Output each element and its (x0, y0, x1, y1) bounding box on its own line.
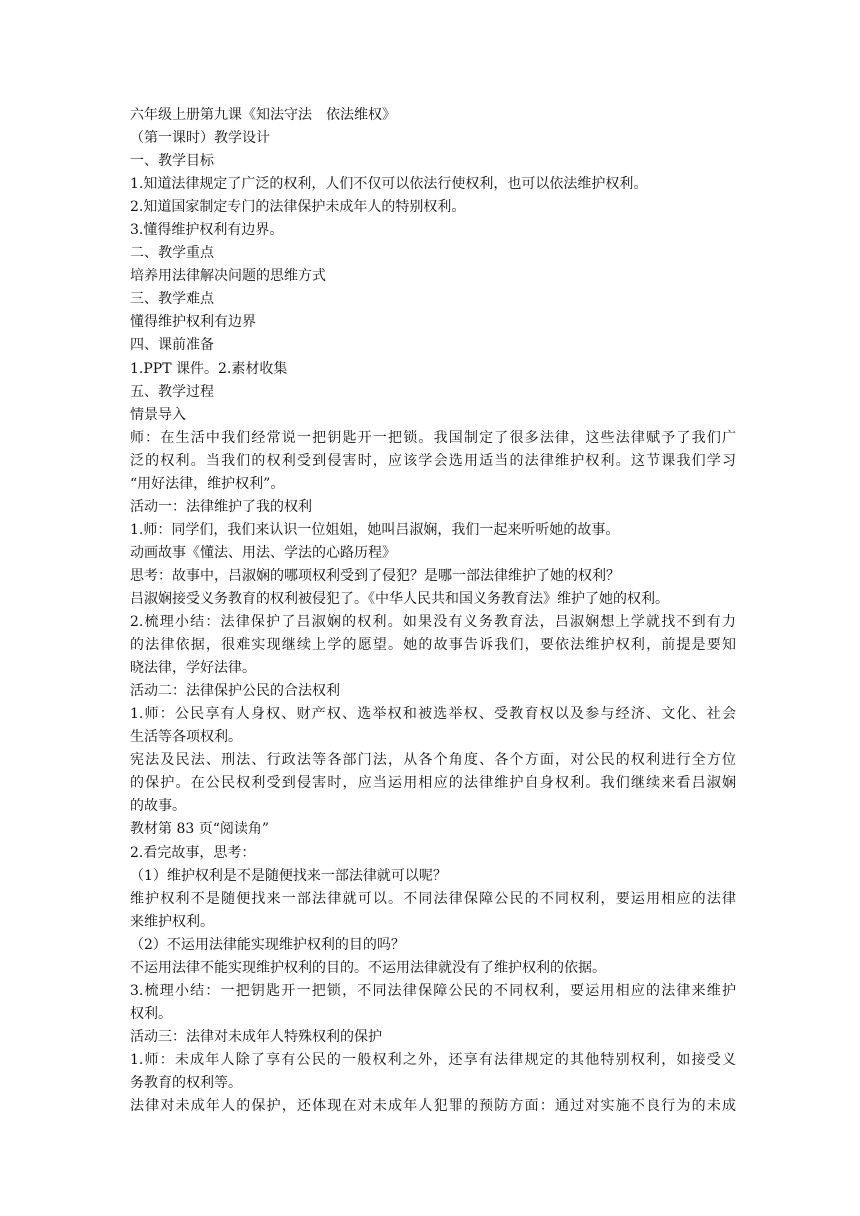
paragraph-line: 吕淑娴接受义务教育的权利被侵犯了。《中华人民共和国义务教育法》维护了她的权利。 (130, 590, 669, 607)
text-line: 懂得维护权利有边界 (130, 314, 256, 331)
paragraph-line: 的故事。 (130, 798, 186, 815)
paragraph-line: 法律对未成年人的保护，还体现在对未成年人犯罪的预防方面：通过对实施不良行为的未成 (130, 1098, 736, 1115)
activity-heading: 活动二：法律保护公民的合法权利 (130, 683, 340, 700)
section-heading: 二、教学重点 (130, 245, 214, 262)
paragraph-line: 师：在生活中我们经常说一把钥匙开一把锁。我国制定了很多法律，这些法律赋予了我们广 (130, 429, 736, 446)
text-line: 培养用法律解决问题的思维方式 (130, 268, 326, 285)
doc-subtitle: （第一课时）教学设计 (130, 130, 270, 147)
paragraph-line: 维护权利不是随便找来一部法律就可以。不同法律保障公民的不同权利，要运用相应的法律 (130, 890, 736, 907)
paragraph-line: 动画故事《懂法、用法、学法的心路历程》 (130, 544, 396, 561)
activity-heading: 活动一：法律维护了我的权利 (130, 498, 312, 515)
question-line: （1）维护权利是不是随便找来一部法律就可以呢？ (130, 867, 447, 884)
paragraph-line: 泛的权利。当我们的权利受到侵害时，应该学会选用适当的法律维护权利。这节课我们学习 (130, 452, 736, 469)
doc-title: 六年级上册第九课《知法守法 依法维权》 (130, 107, 396, 123)
paragraph-line: 教材第 83 页“阅读角” (130, 821, 270, 838)
paragraph-line: 1.师：同学们，我们来认识一位姐姐，她叫吕淑娴，我们一起来听听她的故事。 (130, 521, 620, 538)
paragraph-line: 思考：故事中，吕淑娴的哪项权利受到了侵犯？是哪一部法律维护了她的权利？ (130, 567, 620, 584)
document-body (130, 104, 736, 1118)
paragraph-line: 来维护权利。 (130, 913, 214, 930)
objective-line: 2.知道国家制定专门的法律保护未成年人的特别权利。 (130, 199, 466, 216)
paragraph-line: 不运用法律不能实现维护权利的目的。不运用法律就没有了维护权利的依据。 (130, 959, 606, 976)
paragraph-line: 晓法律，学好法律。 (130, 660, 256, 677)
paragraph-line: 1.师：公民享有人身权、财产权、选举权和被选举权、受教育权以及参与经济、文化、社会 (130, 706, 736, 723)
activity-heading: 活动三：法律对未成年人特殊权利的保护 (130, 1028, 382, 1045)
objective-line: 1.知道法律规定了广泛的权利，人们不仅可以依法行使权利，也可以依法维护权利。 (130, 176, 648, 193)
paragraph-line: 2.看完故事，思考： (130, 844, 256, 861)
paragraph-line: 生活等各项权利。 (130, 729, 242, 746)
objective-line: 3.懂得维护权利有边界。 (130, 222, 284, 239)
section-heading: 五、教学过程 (130, 383, 214, 400)
paragraph-line: 的法律依据，很难实现继续上学的愿望。她的故事告诉我们，要依法维护权利，前提是要知 (130, 637, 736, 654)
section-heading: 四、课前准备 (130, 337, 214, 354)
paragraph-line: 务教育的权利等。 (130, 1074, 242, 1091)
subsection-heading: 情景导入 (130, 406, 186, 423)
paragraph-line: “用好法律，维护权利”。 (130, 475, 285, 492)
paragraph-line: 1.师：未成年人除了享有公民的一般权利之外，还享有法律规定的其他特别权利，如接受义 (130, 1051, 736, 1068)
paragraph-line: 权利。 (130, 1005, 172, 1022)
paragraph-line: 宪法及民法、刑法、行政法等各部门法，从各个角度、各个方面，对公民的权利进行全方位 (130, 752, 736, 769)
paragraph-line: 的保护。在公民权利受到侵害时，应当运用相应的法律维护自身权利。我们继续来看吕淑娴 (130, 775, 736, 792)
paragraph-line: 2.梳理小结：法律保护了吕淑娴的权利。如果没有义务教育法，吕淑娴想上学就找不到有力 (130, 614, 736, 631)
paragraph-line: 3.梳理小结：一把钥匙开一把锁，不同法律保障公民的不同权利，要运用相应的法律来维护 (130, 982, 736, 999)
text-line: 1.PPT 课件。2.素材收集 (130, 360, 288, 377)
section-heading: 三、教学难点 (130, 291, 214, 308)
question-line: （2）不运用法律能实现维护权利的目的吗？ (130, 936, 405, 953)
section-heading: 一、教学目标 (130, 153, 214, 170)
